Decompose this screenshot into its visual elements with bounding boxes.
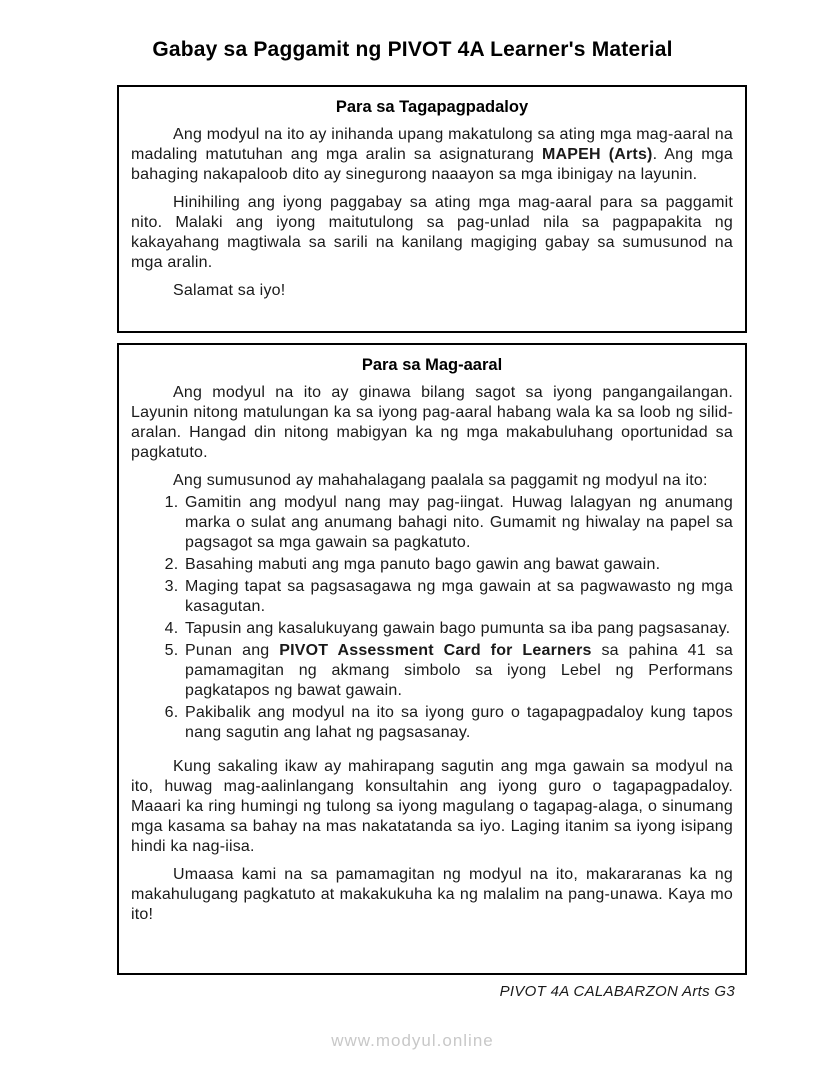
list-item: 6. Pakibalik ang modyul na ito sa iyong guro o tagapagpadaloy kung tapos nang sagutin ang lahat ng pagsasanay. [183, 703, 733, 743]
list-item-5-bold: PIVOT Assessment Card for Learners [279, 642, 592, 659]
learner-paragraph-1: Ang modyul na ito ay ginawa bilang sagot sa iyong pangangailangan. Layunin nitong matulungan ka sa iyong pag-aaral habang wala ka sa loob ng silid-aralan. Hangad din nitong mabigyan ka ng mga makabuluhang oportunidad sa pagkatuto. [131, 384, 733, 461]
list-item: 2. Basahing mabuti ang mga panuto bago gawin ang bawat gawain. [183, 555, 733, 575]
list-item-5-after: sa pahina 41 sa pamamagitan ng akmang simbolo sa iyong Lebel ng Performans pagkatapos ng bawat gawain. [185, 642, 733, 699]
facilitator-box [117, 85, 747, 333]
facilitator-paragraph-3: Salamat sa iyo! [173, 282, 286, 299]
learner-paragraph-3: Kung sakaling ikaw ay mahirapang sagutin ang mga gawain sa modyul na ito, huwag mag-aalinlangang konsultahin ang iyong guro o tagapagpadaloy. Maaari ka ring humingi ng tulong sa iyong magulang o tagapag-alaga, o sinumang mga kasama sa bahay na mas nakatatanda sa iyo. Laging itanim sa iyong isipang hindi ka nag-iisa. [131, 758, 733, 855]
facilitator-paragraph-1 [131, 125, 733, 185]
reminders-list [131, 493, 733, 743]
list-item: 3. Maging tapat sa pagsasagawa ng mga gawain at sa pagwawasto ng mga kasagutan. [183, 577, 733, 617]
list-item: 4. Tapusin ang kasalukuyang gawain bago pumunta sa iba pang pagsasanay. [183, 619, 733, 639]
facilitator-paragraph-1-text: Ang modyul na ito ay inihanda upang makatulong sa ating mga mag-aaral na madaling matutuhan ang mga aralin sa asignaturang [131, 126, 733, 163]
list-item-5-text: Punan ang [185, 642, 280, 659]
facilitator-paragraph-1-bold: MAPEH (Arts) [542, 146, 653, 163]
learner-box-heading: Para sa Mag-aaral [361, 356, 503, 374]
facilitator-box-heading: Para sa Tagapagpadaloy [335, 98, 529, 116]
watermark: www.modyul.online [331, 1031, 494, 1050]
learner-paragraph-4: Umaasa kami na sa pamamagitan ng modyul na ito, makararanas ka ng makahulugang pagkatuto at makakukuha ka ng malalim na pang-unawa. Kaya mo ito! [131, 866, 733, 923]
learner-paragraph-2: Ang sumusunod ay mahahalagang paalala sa paggamit ng modyul na ito: [173, 472, 708, 489]
facilitator-paragraph-2: Hinihiling ang iyong paggabay sa ating mga mag-aaral para sa paggamit nito. Malaki ang iyong maitutulong sa pag-unlad nila sa pagpapakita ng kakayahang magtiwala sa sarili na kanilang magiging gabay sa sumusunod na mga aralin. [131, 194, 733, 271]
facilitator-paragraph-1-after: . Ang mga bahaging nakapaloob dito ay sinegurong naaayon sa mga ibinigay na layunin. [131, 146, 733, 183]
learner-box [117, 343, 747, 975]
list-item: 1. Gamitin ang modyul nang may pag-iingat. Huwag lalagyan ng anumang marka o sulat ang anumang bahagi nito. Gumamit ng hiwalay na papel sa pagsagot sa mga gawain sa pagkatuto. [183, 493, 733, 553]
list-item [183, 641, 733, 701]
page-footer: PIVOT 4A CALABARZON Arts G3 [499, 983, 735, 1000]
page-title: Gabay sa Paggamit ng PIVOT 4A Learner's Material [152, 38, 673, 61]
